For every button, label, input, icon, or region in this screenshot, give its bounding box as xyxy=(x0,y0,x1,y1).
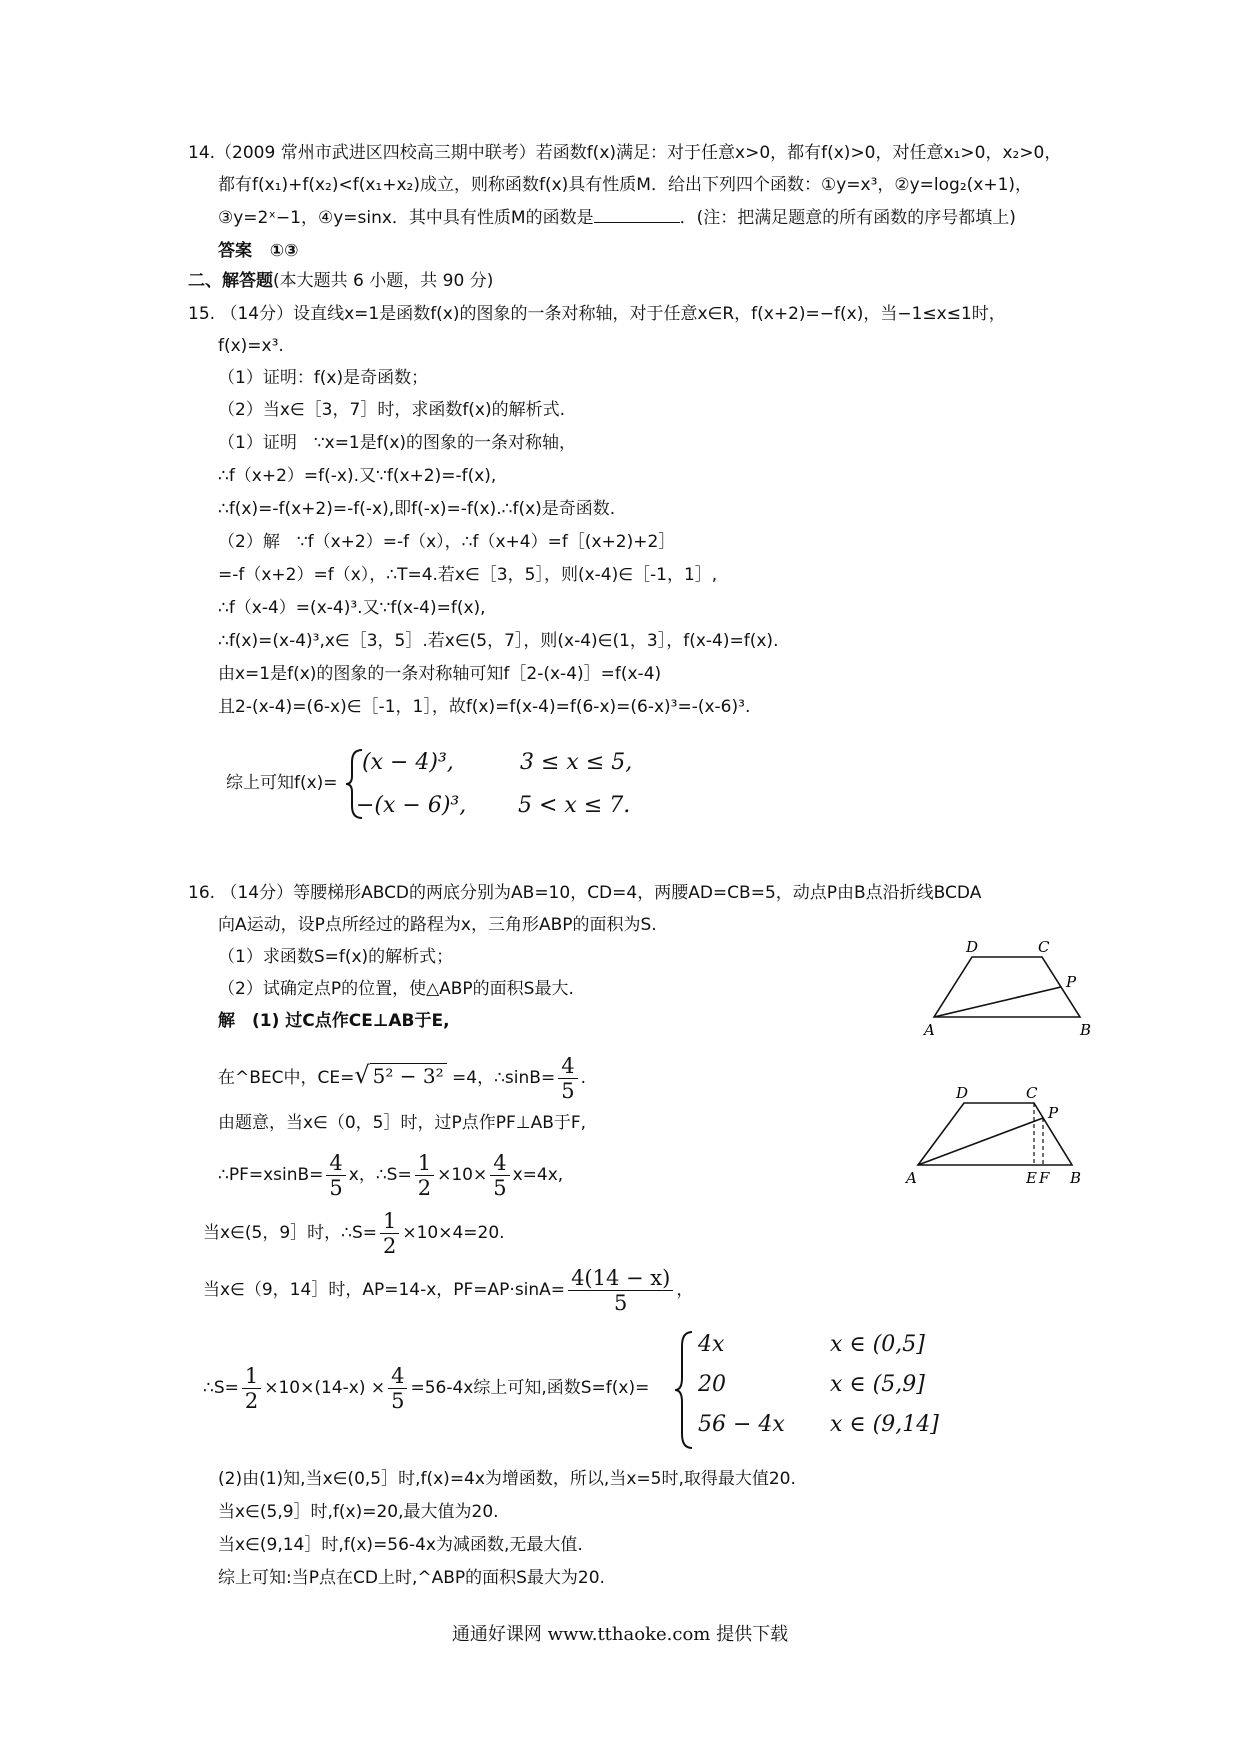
q15-solution-6: ∴f（x-4）=(x-4)³.又∵f(x-4)=f(x), xyxy=(218,598,486,618)
sqrt-sign: √ xyxy=(354,1061,370,1089)
frac-num: 4 xyxy=(388,1364,407,1389)
q16-sol7-text: =56-4x综上可知,函数S=f(x)= xyxy=(410,1378,650,1398)
q14-line-2: 都有f(x₁)+f(x₂)<f(x₁+x₂)成立，则称函数f(x)具有性质M．给出下列四个函数：①y=x³，②y=log₂(x+1)， xyxy=(218,175,1033,195)
q16-sol4-text: ×10× xyxy=(437,1165,488,1185)
fraction-4-5 xyxy=(388,1364,407,1413)
q14-line-3 xyxy=(218,206,1016,229)
section-title: 二、解答题 xyxy=(188,271,273,291)
frac-den: 2 xyxy=(244,1388,259,1413)
q16-solution-2: 在^BEC中，CE=√ 5² − 3² =4，∴sinB= $\frac{4}{5}$ . xyxy=(218,1053,586,1103)
label-a: A xyxy=(924,1021,935,1039)
q16-case-3-expr: 56 − 4x xyxy=(698,1412,785,1437)
q15-case-1-expr: (x − 4)³, xyxy=(362,750,454,775)
q16-sol5-text: ×10×4=20. xyxy=(402,1223,505,1243)
trapezoid-figure-1 xyxy=(920,935,1100,1040)
q16-line-2: 向A运动，设P点所经过的路程为x，三角形ABP的面积为S. xyxy=(218,915,657,935)
frac-den: 5 xyxy=(493,1175,507,1200)
label-p: P xyxy=(1048,1104,1059,1122)
fraction-4-5 xyxy=(490,1151,509,1200)
answer-value: ①③ xyxy=(269,241,299,261)
page-footer: 通通好课网 www.tthaoke.com 提供下载 xyxy=(451,1624,789,1645)
q14-line-3-note: ．(注：把满足题意的所有函数的序号都填上) xyxy=(679,208,1016,228)
frac-den: 5 xyxy=(614,1290,628,1315)
q15-part-2: （2）当x∈［3，7］时，求函数f(x)的解析式. xyxy=(218,400,566,420)
frac-num: 4 xyxy=(490,1151,509,1176)
frac-num: 4 xyxy=(326,1151,345,1176)
q16-case-3-cond: x ∈ (9,14] xyxy=(830,1412,939,1437)
q16-case-2-cond: x ∈ (5,9] xyxy=(830,1372,925,1397)
label-c: C xyxy=(1026,1085,1038,1102)
label-d: D xyxy=(966,938,979,956)
q16-sol4-text: ∴PF=xsinB= xyxy=(218,1165,324,1185)
q15-solution-5: =-f（x+2）=f（x），∴T=4.若x∈［3，5］，则(x-4)∈［-1，1］, xyxy=(218,565,718,585)
q14-line-3-text: ③y=2ˣ−1，④y=sinx．其中具有性质M的函数是 xyxy=(218,208,594,228)
label-e: E xyxy=(1026,1169,1037,1187)
q16-solution-5 xyxy=(203,1206,505,1260)
q16-sol4-text: x=4x, xyxy=(512,1165,564,1185)
label-f: F xyxy=(1039,1169,1050,1187)
q16-line-1: 16. （14分）等腰梯形ABCD的两底分别为AB=10，CD=4，两腰AD=CB=5，动点P由B点沿折线BCDA xyxy=(188,883,982,903)
q14-answer xyxy=(218,240,299,262)
frac-den: 5 xyxy=(329,1175,343,1200)
q15-line-2: f(x)=x³. xyxy=(218,336,284,356)
segment-ap xyxy=(934,987,1061,1017)
answer-blank xyxy=(594,206,680,223)
fraction-1-2 xyxy=(242,1364,261,1413)
label-b: B xyxy=(1070,1169,1082,1187)
q16-sol7-text: ×10×(14-x) × xyxy=(264,1378,386,1398)
section-note: (本大题共 6 小题，共 90 分) xyxy=(273,271,494,291)
q15-solution-9: 且2-(x-4)=(6-x)∈［-1，1］，故f(x)=f(x-4)=f(6-x)=(6-x)³=-(x-6)³. xyxy=(218,697,751,717)
frac-num: 1 xyxy=(380,1209,399,1234)
frac-num: 1 xyxy=(242,1364,261,1389)
q15-summary-label: 综上可知f(x)= xyxy=(226,773,338,793)
q16-solution-6: 当x∈（9，14］时，AP=14-x，PF=AP·sinA= $\frac{4(14 - x)}{5}$ ， xyxy=(203,1265,694,1315)
q16-case-2-expr: 20 xyxy=(698,1372,726,1397)
q14-line-1: 14.（2009 常州市武进区四校高三期中联考）若函数f(x)满足：对于任意x>0，都有f(x)>0，对任意x₁>0，x₂>0， xyxy=(188,143,1062,163)
q16-sol7-text: ∴S= xyxy=(203,1378,239,1398)
frac-num: 1 xyxy=(415,1151,434,1176)
fraction-4-5 xyxy=(326,1151,345,1200)
section-heading xyxy=(188,270,493,292)
trapezoid-figure-2 xyxy=(900,1085,1090,1190)
sqrt-radicand: 5² − 3² xyxy=(370,1063,447,1088)
q16-sol4-text: x，∴S= xyxy=(348,1165,412,1185)
q16-sol6-text: 当x∈（9，14］时，AP=14-x，PF=AP·sinA= xyxy=(203,1280,566,1300)
q15-part-1: （1）证明：f(x)是奇函数； xyxy=(218,368,429,388)
frac-den: 5 xyxy=(391,1388,405,1413)
q15-solution-3: ∴f(x)=-f(x+2)=-f(-x),即f(-x)=-f(x).∴f(x)是奇函数. xyxy=(218,499,616,519)
frac-den: 5 xyxy=(561,1078,575,1103)
fraction-1-2 xyxy=(415,1151,434,1200)
frac-den: 2 xyxy=(382,1233,397,1258)
q16-sol2-text: 在^BEC中，CE= xyxy=(218,1068,355,1088)
fraction-1-2 xyxy=(380,1209,399,1258)
q16-sol5-text: 当x∈(5，9］时，∴S= xyxy=(203,1223,377,1243)
q16-part2-line-2: 当x∈(5,9］时,f(x)=20,最大值为20. xyxy=(218,1502,499,1522)
q16-part2-line-3: 当x∈(9,14］时,f(x)=56-4x为减函数,无最大值. xyxy=(218,1535,583,1555)
q15-case-2-cond: 5 < x ≤ 7. xyxy=(518,793,631,818)
q16-case-1-cond: x ∈ (0,5] xyxy=(830,1332,925,1357)
q16-solution-1: 解 (1) 过C点作CE⊥AB于E, xyxy=(218,1011,450,1031)
answer-label: 答案 xyxy=(218,241,252,261)
fraction-4-5 xyxy=(558,1054,577,1103)
q16-part2-line-1: (2)由(1)知,当x∈(0,5］时,f(x)=4x为增函数，所以,当x=5时,取得最大值20. xyxy=(218,1469,796,1489)
q16-case-1-expr: 4x xyxy=(698,1332,725,1357)
label-c: C xyxy=(1038,938,1050,956)
q15-line-1: 15. （14分）设直线x=1是函数f(x)的图象的一条对称轴，对于任意x∈R，f(x+2)=−f(x)，当−1≤x≤1时， xyxy=(188,304,1006,324)
q15-solution-1: （1）证明 ∵x=1是f(x)的图象的一条对称轴， xyxy=(218,433,577,453)
frac-den: 2 xyxy=(417,1175,432,1200)
q16-solution-3: 由题意，当x∈（0，5］时，过P点作PF⊥AB于F, xyxy=(218,1113,587,1133)
q15-case-1-cond: 3 ≤ x ≤ 5, xyxy=(520,750,633,775)
q15-solution-4: （2）解 ∵f（x+2）=-f（x），∴f（x+4）=f［(x+2)+2］ xyxy=(218,532,676,552)
label-b: B xyxy=(1080,1021,1092,1039)
label-d: D xyxy=(956,1085,969,1102)
q15-solution-2: ∴f（x+2）=f(-x).又∵f(x+2)=-f(x), xyxy=(218,466,497,486)
q15-solution-8: 由x=1是f(x)的图象的一条对称轴可知f［2-(x-4)］=f(x-4) xyxy=(218,664,662,684)
q15-case-2-expr: −(x − 6)³, xyxy=(356,793,467,818)
fraction-ap-sinA xyxy=(568,1266,673,1315)
frac-num: 4 xyxy=(558,1054,577,1079)
q16-sol2-tail: =4，∴sinB= xyxy=(452,1068,556,1088)
q16-part2-line-4: 综上可知:当P点在CD上时,^ABP的面积S最大为20. xyxy=(218,1568,605,1588)
q16-solution-7 xyxy=(203,1360,649,1416)
q16-brace xyxy=(672,1330,696,1450)
q15-solution-7: ∴f(x)=(x-4)³,x∈［3，5］.若x∈(5，7］，则(x-4)∈(1，3］，f(x-4)=f(x). xyxy=(218,631,779,651)
label-p: P xyxy=(1066,973,1077,991)
q16-solution-4 xyxy=(218,1148,563,1202)
q16-part-2: （2）试确定点P的位置，使△ABP的面积S最大. xyxy=(218,979,574,999)
label-a: A xyxy=(906,1169,917,1187)
frac-num: 4(14 − x) xyxy=(568,1266,673,1291)
q16-part-1: （1）求函数S=f(x)的解析式； xyxy=(218,947,454,967)
segment-ap xyxy=(918,1118,1043,1165)
